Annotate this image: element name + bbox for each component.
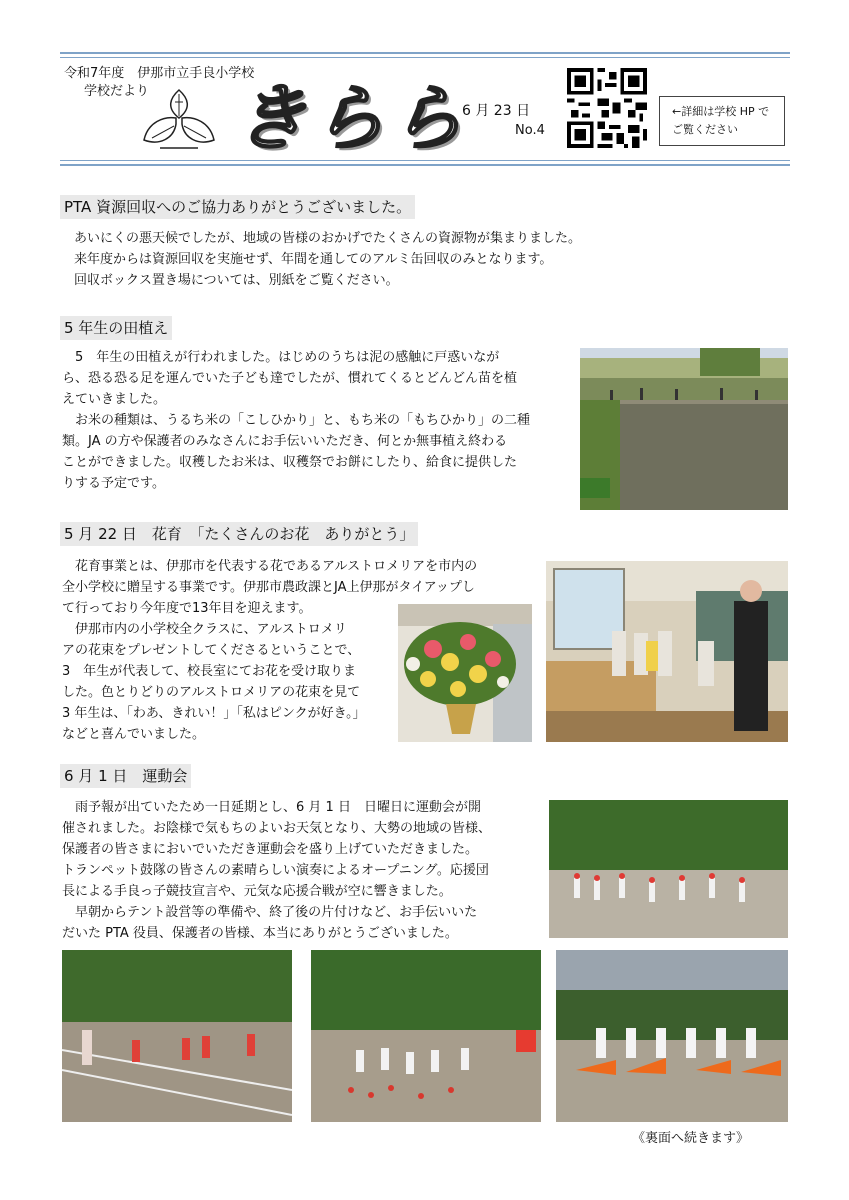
section-body-rice-planting xyxy=(62,347,570,494)
text-line: 伊那市内の小学校全クラスに、アルストロメリ xyxy=(62,622,347,637)
section-title-sports-day: 6 月 1 日 運動会 xyxy=(60,764,191,788)
text-line: ら、恐る恐る足を運んでいた子ども達でしたが、慣れてくるとどんどん苗を植 xyxy=(62,371,518,386)
text-line: えていきました。 xyxy=(62,392,167,407)
header-rule-bottom xyxy=(60,164,790,166)
text-line: 早朝からテント設営等の準備や、終了後の片付けなど、お手伝いいた xyxy=(62,905,478,920)
text-line: 3 年生が代表して、校長室にてお花を受け取りま xyxy=(62,664,357,679)
rice-field-photo xyxy=(580,348,788,510)
text-line: 保護者の皆さまにおいでいただき運動会を盛り上げていただきました。 xyxy=(62,842,479,857)
section-title-rice-planting: 5 年生の田植え xyxy=(60,316,172,340)
text-line: ことができました。収穫したお米は、収穫祭でお餅にしたり、給食に提供した xyxy=(62,455,518,470)
header-rule-bottom-thin xyxy=(60,160,790,161)
section-body-flower-narrow xyxy=(62,619,396,745)
school-name: 令和7年度 伊那市立手良小学校 xyxy=(64,66,255,81)
text-line: 全小学校に贈呈する事業です。伊那市農政課とJA上伊那がタイアップし xyxy=(62,580,475,595)
section-body-sports-day xyxy=(62,797,538,944)
qr-code-icon[interactable] xyxy=(567,68,647,148)
newsletter-title: きらら xyxy=(235,76,470,160)
continued-on-back-note: 《裏面へ続きます》 xyxy=(632,1131,750,1146)
text-line: 催されました。お陰様で気もちのよいお天気となり、大勢の地域の皆様、 xyxy=(62,821,492,836)
text-line: トランペット鼓隊の皆さんの素晴らしい演奏によるオープニング。応援団 xyxy=(62,863,489,878)
school-emblem-icon xyxy=(140,88,218,154)
text-line: 5 年生の田植えが行われました。はじめのうちは泥の感触に戸惑いなが xyxy=(62,350,500,365)
sports-day-opening-photo xyxy=(549,800,788,938)
newsletter-label: 学校だより xyxy=(84,84,150,99)
issue-number: No.4 xyxy=(515,123,545,138)
principal-office-photo xyxy=(546,561,788,742)
section-title-flower-education: 5 月 22 日 花育 「たくさんのお花 ありがとう」 xyxy=(60,522,418,546)
header-rule-top xyxy=(60,52,790,54)
header-rule-top-thin xyxy=(60,57,790,58)
text-line: 花育事業とは、伊那市を代表する花であるアルストロメリアを市内の xyxy=(62,559,478,574)
text-line: 回収ボックス置き場については、別紙をご覧ください。 xyxy=(74,273,399,288)
text-line: した。色とりどりのアルストロメリアの花束を見て xyxy=(62,685,361,700)
hp-note-box xyxy=(659,96,785,146)
text-line: お米の種類は、うるち米の「こしひかり」と、もち米の「もちひかり」の二種 xyxy=(62,413,531,428)
sports-day-cheer-photo xyxy=(556,950,788,1122)
text-line: 長による手良っ子競技宣言や、元気な応援合戦が空に響きました。 xyxy=(62,884,452,899)
text-line: りする予定です。 xyxy=(62,476,165,491)
text-line: 雨予報が出ていたため一日延期とし、6 月 1 日 日曜日に運動会が開 xyxy=(62,800,481,815)
issue-date: 6 月 23 日 xyxy=(462,103,531,119)
hp-note-line2: ご覧ください xyxy=(672,123,738,136)
text-line: アの花束をプレゼントしてくださるということで、 xyxy=(62,643,361,658)
text-line: などと喜んでいました。 xyxy=(62,727,206,742)
sports-day-game-photo xyxy=(311,950,541,1122)
section-title-pta: PTA 資源回収へのご協力ありがとうございました。 xyxy=(60,195,415,219)
section-body-pta xyxy=(74,228,774,291)
text-line: 来年度からは資源回収を実施せず、年間を通してのアルミ缶回収のみとなります。 xyxy=(74,252,553,267)
text-line: 類。JA の方や保護者のみなさんにお手伝いいただき、何とか無事植え終わる xyxy=(62,434,508,449)
text-line: だいた PTA 役員、保護者の皆様、本当にありがとうございました。 xyxy=(62,926,458,941)
hp-note-line1: ←詳細は学校 HP で xyxy=(672,105,770,118)
text-line: 3 年生は、「わあ、きれい！」「私はピンクが好き。」 xyxy=(62,706,366,721)
sports-day-race-photo xyxy=(62,950,292,1122)
flower-bouquet-photo xyxy=(398,604,532,742)
text-line: あいにくの悪天候でしたが、地域の皆様のおかげでたくさんの資源物が集まりました。 xyxy=(74,231,582,246)
text-line: て行っており今年度で13年目を迎えます。 xyxy=(62,601,312,616)
